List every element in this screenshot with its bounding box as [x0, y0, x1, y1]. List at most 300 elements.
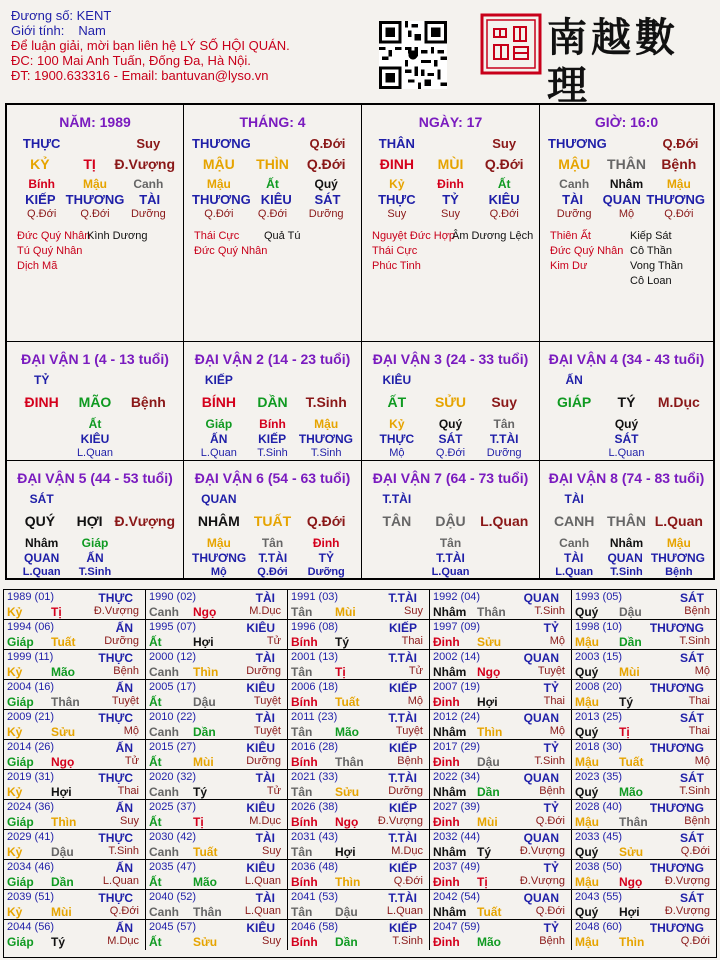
hidden-gods-1: TỶ — [442, 192, 459, 207]
dv-hidden-0 — [548, 417, 600, 431]
dai-van-title: ĐẠI VẬN 2 (14 - 23 tuổi) — [194, 351, 351, 367]
year-god: KIẾP — [388, 921, 417, 935]
dv-gods-1: T.TÀI — [436, 551, 465, 565]
dv-stem-branch — [184, 513, 361, 529]
year-branch: Ngọ — [335, 815, 359, 829]
dv-god-0: TÀI — [564, 492, 584, 506]
year-god: T.TÀI — [388, 831, 417, 845]
year-label: 2033 (45) — [575, 831, 623, 843]
year-stem: Quý — [575, 845, 599, 859]
year-stem: Bính — [291, 815, 318, 829]
stars-right — [87, 229, 147, 244]
year-branch: Dậu — [477, 755, 500, 769]
year-god: THỰC — [98, 831, 133, 845]
dv-god-2 — [122, 373, 175, 387]
year-label: 2038 (50) — [575, 861, 623, 873]
year-branch: Sửu — [619, 845, 644, 859]
stars-left — [372, 229, 455, 274]
year-stem: Canh — [149, 905, 179, 919]
dv-god-2 — [299, 492, 353, 506]
year-stem: Kỷ — [7, 845, 23, 859]
year-cell — [146, 800, 288, 830]
growth-states — [362, 208, 539, 220]
year-branch: Tý — [619, 695, 634, 709]
dv-states — [540, 447, 713, 459]
hidden-stems-2: Mậu — [666, 177, 691, 191]
ten-god-stem-0: THƯƠNG — [192, 136, 251, 151]
dv-stem-branch-2: T.Sinh — [305, 394, 347, 410]
year-branch: Mão — [335, 725, 359, 739]
dv-hidden-2: Tân — [493, 417, 515, 431]
dv-states-2: Bệnh — [665, 566, 693, 578]
year-cell — [572, 770, 716, 800]
dv-states-1: L.Quan — [431, 566, 470, 578]
stem-branch — [540, 156, 713, 172]
year-label: 2042 (54) — [433, 891, 481, 903]
year-state: T.Sinh — [108, 845, 139, 857]
year-label: 2010 (22) — [149, 711, 197, 723]
dv-hidden-1: Quý — [614, 417, 639, 431]
growth-states-1: Q.Đới — [257, 208, 288, 220]
year-god: KIẾP — [388, 621, 417, 635]
dv-hidden-0 — [370, 536, 424, 550]
year-god: THỰC — [98, 591, 133, 605]
star-item: Dịch Mã — [17, 260, 58, 272]
hidden-gods — [7, 192, 183, 207]
dv-gods — [7, 432, 183, 446]
star-item: Quả Tú — [264, 230, 301, 242]
year-god: TÀI — [255, 771, 275, 785]
year-branch: Mùi — [477, 815, 498, 829]
dv-states-2 — [477, 566, 531, 578]
year-state: Tuyệt — [537, 665, 565, 677]
year-branch: Ngọ — [619, 875, 643, 889]
year-god: QUAN — [523, 771, 559, 785]
year-cell — [430, 860, 572, 890]
dv-god-2 — [653, 373, 705, 387]
dv-states — [7, 447, 183, 459]
year-stem: Nhâm — [433, 905, 467, 919]
stem-branch-2: Đ.Vượng — [114, 156, 176, 172]
year-branch: Hợi — [335, 845, 356, 859]
year-label: 2031 (43) — [291, 831, 339, 843]
year-stem: Đinh — [433, 935, 460, 949]
hidden-stems-0: Bính — [28, 177, 55, 191]
year-cell — [4, 830, 146, 860]
year-label: 2004 (16) — [7, 681, 55, 693]
year-cell — [572, 620, 716, 650]
year-cell — [146, 860, 288, 890]
year-branch: Hợi — [619, 905, 640, 919]
year-god: TỶ — [543, 681, 559, 695]
year-state: Dưỡng — [246, 665, 281, 677]
pillar-month — [184, 105, 362, 342]
year-god: TỶ — [543, 621, 559, 635]
year-branch: Tý — [193, 785, 208, 799]
year-state: Đ.Vượng — [664, 875, 710, 887]
dv-stem-branch-0: GIÁP — [557, 394, 592, 410]
year-stem: Ất — [149, 695, 162, 709]
year-stem: Nhâm — [433, 665, 467, 679]
year-label: 2025 (37) — [149, 801, 197, 813]
year-stem: Ất — [149, 635, 162, 649]
year-cell — [288, 710, 430, 740]
growth-states-2: Q.Đới — [664, 208, 694, 220]
year-cell — [146, 890, 288, 920]
dv-hidden-0: Canh — [559, 536, 590, 550]
year-cell — [288, 860, 430, 890]
year-cell — [288, 680, 430, 710]
ten-god-stem — [540, 136, 713, 151]
year-stem: Canh — [149, 845, 179, 859]
star-item: Kình Dương — [87, 230, 148, 242]
year-label: 1992 (04) — [433, 591, 481, 603]
dai-van-title: ĐẠI VẬN 8 (74 - 83 tuổi) — [548, 470, 705, 486]
growth-states — [540, 208, 713, 220]
year-branch: Tý — [335, 635, 350, 649]
stem-branch-1: THÌN — [256, 156, 289, 172]
year-label: 2028 (40) — [575, 801, 623, 813]
year-god: TÀI — [255, 891, 275, 905]
dv-stem-branch-2: Bệnh — [130, 394, 166, 410]
stem-branch — [7, 156, 183, 172]
year-branch: Tý — [477, 845, 492, 859]
dv-god-2 — [653, 492, 705, 506]
year-god: THỰC — [98, 651, 133, 665]
dv-states — [184, 447, 361, 459]
dv-gods-1: ẤN — [86, 551, 104, 565]
year-god: THƯƠNG — [649, 621, 704, 635]
dv-states-0: Mộ — [210, 566, 227, 578]
year-god: THƯƠNG — [649, 741, 704, 755]
year-branch: Tuất — [619, 755, 644, 769]
star-item: Đức Quý Nhân — [550, 245, 624, 257]
year-label: 1993 (05) — [575, 591, 623, 603]
year-cell — [146, 830, 288, 860]
star-item: Đức Quý Nhân — [17, 230, 91, 242]
year-branch: Sửu — [335, 785, 360, 799]
stem-branch-0: MẬU — [558, 156, 591, 172]
year-cell — [430, 830, 572, 860]
year-stem: Canh — [149, 605, 179, 619]
dv-god-2 — [299, 373, 353, 387]
dai-van-title: ĐẠI VẬN 1 (4 - 13 tuổi) — [21, 351, 169, 367]
year-state: Q.Đới — [109, 905, 139, 917]
dv-states-0: Mộ — [389, 447, 405, 459]
dv-stem-branch-2: Q.Đới — [306, 513, 346, 529]
year-label: 2020 (32) — [149, 771, 197, 783]
hidden-gods-2: SÁT — [314, 192, 341, 207]
year-state: M.Dục — [107, 935, 139, 947]
ten-god-stem-1 — [251, 136, 302, 151]
dv-gods-2 — [122, 551, 175, 565]
year-god: ẤN — [115, 741, 133, 755]
year-cell — [146, 650, 288, 680]
year-god: THƯƠNG — [649, 681, 704, 695]
dv-stem-branch-0: ẤT — [387, 394, 407, 410]
year-branch: Thân — [477, 605, 506, 619]
stem-branch-0: MẬU — [202, 156, 235, 172]
year-stem: Canh — [149, 665, 179, 679]
ten-god-stem-2: Q.Đới — [309, 136, 346, 151]
dv-gods-2: THƯƠNG — [650, 551, 705, 565]
year-stem: Tân — [291, 725, 313, 739]
year-god: KIÊU — [246, 801, 275, 815]
ten-god-stem-1 — [607, 136, 656, 151]
dv-gods — [540, 432, 713, 446]
growth-states-0: Q.Đới — [27, 208, 57, 220]
stem-branch-1: MÙI — [437, 156, 464, 172]
year-branch: Mão — [477, 935, 501, 949]
year-stem: Kỷ — [7, 725, 23, 739]
dv-hidden — [184, 417, 361, 431]
dv-stem-branch-1: TUẤT — [253, 513, 292, 529]
year-label: 1991 (03) — [291, 591, 339, 603]
year-label: 2044 (56) — [7, 921, 55, 933]
dv-stem-branch-0: TÂN — [382, 513, 412, 529]
year-label: 2016 (28) — [291, 741, 339, 753]
year-god: THỰC — [98, 771, 133, 785]
year-state: Q.Đới — [535, 905, 565, 917]
stem-branch — [184, 156, 361, 172]
dai-van-3 — [362, 342, 540, 461]
star-item: Nguyệt Đức Hợp — [372, 230, 456, 242]
dv-hidden-0 — [15, 417, 68, 431]
year-stem: Mậu — [575, 695, 599, 709]
qr-code-icon — [379, 21, 447, 89]
year-branch: Dậu — [51, 845, 74, 859]
year-stem: Bính — [291, 695, 318, 709]
year-god: THƯƠNG — [649, 921, 704, 935]
year-cell — [146, 620, 288, 650]
pillar-title: NGÀY: 17 — [418, 114, 483, 130]
year-stem: Nhâm — [433, 845, 467, 859]
stars-right — [630, 229, 683, 289]
hidden-gods-0: THƯƠNG — [192, 192, 251, 207]
growth-states-1: Mộ — [618, 208, 635, 220]
year-cell — [288, 890, 430, 920]
stem-branch — [362, 156, 539, 172]
year-cell — [288, 770, 430, 800]
dv-god-1 — [68, 373, 121, 387]
year-label: 2047 (59) — [433, 921, 481, 933]
year-state: Thai — [688, 695, 710, 707]
year-stem: Kỷ — [7, 905, 23, 919]
dv-hidden-0: Giáp — [205, 417, 233, 431]
star-item: Phúc Tinh — [372, 260, 421, 272]
hidden-stems-2: Quý — [314, 177, 338, 191]
pillar-year — [7, 105, 184, 342]
year-cell — [4, 740, 146, 770]
hidden-gods-2: KIÊU — [488, 192, 520, 207]
year-cell — [430, 680, 572, 710]
year-god: T.TÀI — [388, 771, 417, 785]
year-state: Dưỡng — [388, 785, 423, 797]
year-state: Bệnh — [684, 815, 710, 827]
year-branch: Tuất — [477, 905, 502, 919]
year-cell — [430, 620, 572, 650]
year-label: 1999 (11) — [7, 651, 54, 663]
dv-hidden — [7, 417, 183, 431]
dai-van-7 — [362, 461, 540, 578]
pillar-title: NĂM: 1989 — [59, 114, 131, 130]
dv-gods-1: T.TÀI — [258, 551, 288, 565]
year-state: T.Sinh — [534, 755, 565, 767]
contact-address: ĐC: 100 Mai Anh Tuấn, Đống Đa, Hà Nội. — [11, 53, 251, 68]
chart-frame — [5, 103, 715, 580]
dv-god — [184, 492, 361, 506]
stem-branch-1: TỊ — [83, 156, 96, 172]
year-state: Mộ — [549, 635, 565, 647]
year-god: THƯƠNG — [649, 861, 704, 875]
year-stem: Ất — [149, 875, 162, 889]
dv-hidden — [540, 536, 713, 550]
year-label: 2022 (34) — [433, 771, 481, 783]
dv-states-0 — [15, 447, 68, 459]
dv-gods-2: TỶ — [318, 551, 334, 565]
year-label: 2006 (18) — [291, 681, 339, 693]
ten-god-stem-0: THÂN — [378, 136, 415, 151]
dv-gods — [7, 551, 183, 565]
year-cell — [572, 650, 716, 680]
year-branch: Thân — [335, 755, 364, 769]
year-god: T.TÀI — [388, 891, 417, 905]
dai-van-2 — [184, 342, 362, 461]
year-state: Q.Đới — [393, 875, 423, 887]
dai-van-title: ĐẠI VẬN 3 (24 - 33 tuổi) — [372, 351, 529, 367]
year-cell — [288, 590, 430, 620]
year-god: TÀI — [255, 711, 275, 725]
year-god: T.TÀI — [388, 651, 417, 665]
dv-stem-branch-0: NHÂM — [197, 513, 240, 529]
year-stem: Bính — [291, 875, 318, 889]
year-label: 2046 (58) — [291, 921, 339, 933]
dv-stem-branch-1: SỬU — [434, 394, 467, 410]
dv-states — [362, 447, 539, 459]
star-item: Thái Cực — [372, 245, 418, 257]
ten-god-stem-2: Suy — [492, 136, 517, 151]
year-state: Q.Đới — [680, 845, 710, 857]
dv-hidden-2 — [122, 536, 175, 550]
growth-states-1: Q.Đới — [80, 208, 110, 220]
year-branch: Thìn — [193, 665, 219, 679]
year-stem: Ất — [149, 935, 162, 949]
year-state: Đ.Vượng — [377, 815, 423, 827]
dv-gods-1: KIẾP — [258, 432, 287, 446]
year-stem: Nhâm — [433, 725, 467, 739]
dv-stem-branch-1: TÝ — [617, 394, 636, 410]
dv-gods-0 — [15, 432, 68, 446]
year-god: TỶ — [543, 741, 559, 755]
year-state: Dưỡng — [104, 635, 139, 647]
year-state: Mộ — [549, 725, 565, 737]
year-god: SÁT — [680, 771, 704, 785]
year-stem: Canh — [149, 785, 179, 799]
dv-hidden-2: Mậu — [314, 417, 339, 431]
year-cell — [430, 770, 572, 800]
dai-van-4 — [540, 342, 713, 461]
year-god: THƯƠNG — [649, 801, 704, 815]
dv-hidden — [184, 536, 361, 550]
year-label: 2032 (44) — [433, 831, 481, 843]
hidden-stems-1: Đinh — [437, 177, 464, 191]
year-branch: Sửu — [51, 725, 76, 739]
year-god: QUAN — [523, 831, 559, 845]
dv-stem-branch — [362, 513, 539, 529]
year-state: Suy — [120, 815, 139, 827]
dv-gods-1: QUAN — [607, 551, 643, 565]
dai-van-6 — [184, 461, 362, 578]
pillar-day — [362, 105, 540, 342]
dai-van-title: ĐẠI VẬN 7 (64 - 73 tuổi) — [372, 470, 529, 486]
year-stem: Quý — [575, 725, 599, 739]
growth-states-0: Suy — [387, 208, 407, 220]
year-god: SÁT — [680, 591, 704, 605]
year-god: KIẾP — [388, 801, 417, 815]
dv-hidden-1: Bính — [259, 417, 286, 431]
dv-stem-branch-0: CANH — [553, 513, 595, 529]
hidden-stems — [362, 177, 539, 191]
year-state: Suy — [404, 605, 423, 617]
year-god: SÁT — [680, 891, 704, 905]
year-state: T.Sinh — [679, 785, 710, 797]
year-label: 2027 (39) — [433, 801, 481, 813]
year-god: TÀI — [255, 651, 275, 665]
year-branch: Tuất — [51, 635, 76, 649]
growth-states-0: Dưỡng — [556, 208, 592, 220]
year-god: ẤN — [115, 921, 133, 935]
stem-branch-0: ĐINH — [379, 156, 414, 172]
year-state: Tử — [124, 755, 139, 767]
dai-van-1 — [7, 342, 184, 461]
year-stem: Đinh — [433, 875, 460, 889]
star-item: Thiên Ất — [550, 230, 591, 242]
dai-van-title: ĐẠI VẬN 6 (54 - 63 tuổi) — [194, 470, 351, 486]
year-stem: Tân — [291, 605, 313, 619]
hidden-stems — [540, 177, 713, 191]
year-cell — [572, 860, 716, 890]
year-god: KIẾP — [388, 741, 417, 755]
year-branch: Dần — [335, 935, 358, 949]
year-branch: Thìn — [335, 875, 361, 889]
year-state: Bệnh — [684, 605, 710, 617]
dv-god-0: QUAN — [201, 492, 237, 506]
dv-god — [7, 373, 183, 387]
dv-god-1 — [68, 492, 121, 506]
year-branch: Hợi — [51, 785, 72, 799]
year-cell — [572, 590, 716, 620]
year-cell — [4, 800, 146, 830]
year-state: L.Quan — [244, 875, 281, 887]
year-state: Mộ — [123, 725, 139, 737]
year-label: 2045 (57) — [149, 921, 197, 933]
year-cell — [430, 740, 572, 770]
dv-gods-0: THƯƠNG — [192, 551, 247, 565]
dv-hidden-2: Đinh — [312, 536, 340, 550]
dv-hidden-2: Mậu — [666, 536, 691, 550]
year-label: 2035 (47) — [149, 861, 197, 873]
year-god: T.TÀI — [388, 591, 417, 605]
dv-stem-branch-2: L.Quan — [654, 513, 703, 529]
year-branch: Dần — [193, 725, 216, 739]
ten-god-stem-1 — [424, 136, 478, 151]
year-stem: Tân — [291, 845, 313, 859]
year-label: 2034 (46) — [7, 861, 55, 873]
hidden-gods-0: TÀI — [562, 192, 584, 207]
hidden-stems — [7, 177, 183, 191]
dv-god-2 — [477, 373, 531, 387]
year-branch: Tị — [477, 875, 488, 889]
